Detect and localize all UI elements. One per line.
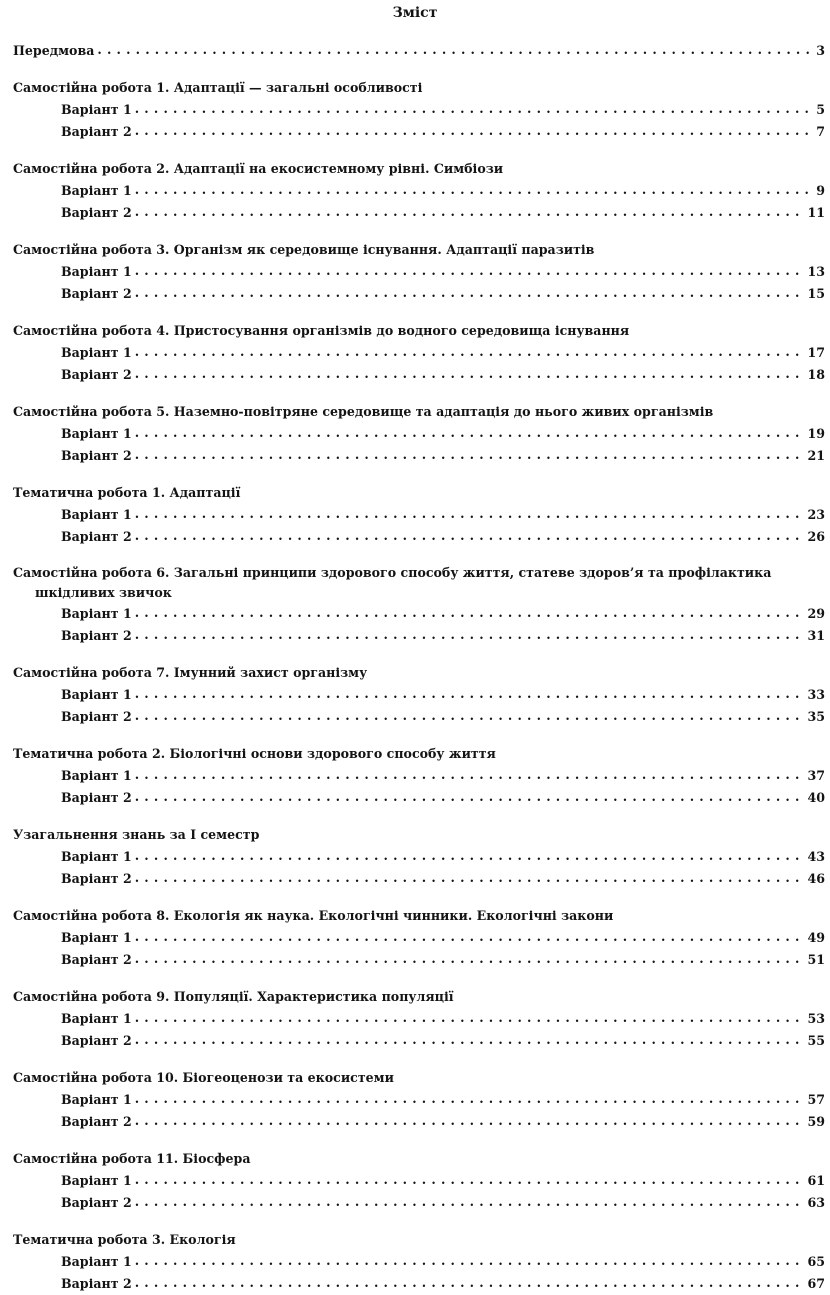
toc-entry-label: Варіант 2 xyxy=(61,871,132,886)
dot-leader xyxy=(135,283,805,304)
dot-leader xyxy=(135,1251,805,1272)
dot-leader xyxy=(135,1008,805,1029)
toc-page-number: 11 xyxy=(807,205,825,220)
toc-entry-variant[interactable] xyxy=(13,423,825,445)
toc-page-number: 17 xyxy=(807,345,825,360)
toc-entry-variant[interactable] xyxy=(13,706,825,728)
toc-page-number: 43 xyxy=(807,849,825,864)
toc-entry-preface[interactable] xyxy=(13,40,825,62)
toc-entry-variant[interactable] xyxy=(13,364,825,386)
toc-page-number: 46 xyxy=(807,871,825,886)
toc-section-preface xyxy=(13,40,825,62)
toc-entry-label: Варіант 1 xyxy=(61,102,132,117)
toc-page-number: 35 xyxy=(807,709,825,724)
toc-entry-variant[interactable] xyxy=(13,684,825,706)
toc-entry-variant[interactable] xyxy=(13,121,825,143)
toc-entry-label: Варіант 1 xyxy=(61,1011,132,1026)
dot-leader xyxy=(135,445,805,466)
toc-section xyxy=(13,401,825,467)
toc-page-number: 57 xyxy=(807,1092,825,1107)
toc-entry-variant[interactable] xyxy=(13,1111,825,1133)
dot-leader xyxy=(135,765,805,786)
dot-leader xyxy=(135,202,805,223)
toc-entry-label: Варіант 1 xyxy=(61,1173,132,1188)
toc-page-number: 61 xyxy=(807,1173,825,1188)
dot-leader xyxy=(135,846,805,867)
toc-entry-variant[interactable] xyxy=(13,99,825,121)
toc-entry-label: Варіант 1 xyxy=(61,1092,132,1107)
toc-entry-label: Варіант 2 xyxy=(61,709,132,724)
toc-page-number: 29 xyxy=(807,606,825,621)
toc-section-heading[interactable]: Самостійна робота 5. Наземно-повітряне середовище та адаптація до нього живих організмів xyxy=(13,404,714,419)
dot-leader xyxy=(135,342,805,363)
toc-page-number: 23 xyxy=(807,507,825,522)
toc-section-heading[interactable]: Самостійна робота 2. Адаптації на екосистемному рівні. Симбіози xyxy=(13,161,504,176)
toc-page-number: 59 xyxy=(807,1114,825,1129)
dot-leader xyxy=(135,706,805,727)
toc-entry-label: Варіант 2 xyxy=(61,628,132,643)
toc-entry-variant[interactable] xyxy=(13,283,825,305)
toc-entry-variant[interactable] xyxy=(13,504,825,526)
toc-section-heading[interactable]: Узагальнення знань за I семестр xyxy=(13,827,260,842)
toc-entry-label: Варіант 1 xyxy=(61,345,132,360)
toc-entry-label: Варіант 2 xyxy=(61,1276,132,1291)
toc-page-number: 9 xyxy=(816,183,825,198)
toc-entry-variant[interactable] xyxy=(13,949,825,971)
toc-section xyxy=(13,158,825,224)
toc-section xyxy=(13,743,825,809)
toc-entry-variant[interactable] xyxy=(13,1251,825,1273)
toc-entry-variant[interactable] xyxy=(13,1089,825,1111)
toc-page-number: 13 xyxy=(807,264,825,279)
dot-leader xyxy=(135,423,805,444)
toc-entry-label: Варіант 2 xyxy=(61,205,132,220)
toc-entry-variant[interactable] xyxy=(13,1273,825,1295)
toc-section xyxy=(13,563,825,647)
toc-entry-label: Варіант 1 xyxy=(61,687,132,702)
toc-entry-variant[interactable] xyxy=(13,445,825,467)
toc-section xyxy=(13,1229,825,1295)
toc-section xyxy=(13,1148,825,1214)
toc-entry-label: Варіант 1 xyxy=(61,606,132,621)
toc-section-heading[interactable]: Самостійна робота 11. Біосфера xyxy=(13,1151,251,1166)
dot-leader xyxy=(135,1273,805,1294)
toc-entry-variant[interactable] xyxy=(13,180,825,202)
toc-section-heading[interactable]: Самостійна робота 10. Біогеоценози та екосистеми xyxy=(13,1070,394,1085)
toc-page-number: 33 xyxy=(807,687,825,702)
dot-leader xyxy=(135,261,805,282)
toc-page-number: 26 xyxy=(807,529,825,544)
dot-leader xyxy=(135,868,805,889)
toc-page-number: 40 xyxy=(807,790,825,805)
dot-leader xyxy=(135,1192,805,1213)
toc-entry-label: Варіант 2 xyxy=(61,124,132,139)
toc-section-heading[interactable]: Тематична робота 3. Екологія xyxy=(13,1232,236,1247)
dot-leader xyxy=(135,121,814,142)
toc-entry-label: Варіант 1 xyxy=(61,183,132,198)
toc-section-heading[interactable]: Самостійна робота 6. Загальні принципи здорового способу життя, статеве здоров’я та профілактика шкідливих звичок xyxy=(13,565,772,600)
toc-entry-label: Варіант 2 xyxy=(61,286,132,301)
dot-leader xyxy=(135,180,814,201)
dot-leader xyxy=(135,949,805,970)
toc-page-number: 53 xyxy=(807,1011,825,1026)
toc-section xyxy=(13,986,825,1052)
toc-entry-variant[interactable] xyxy=(13,603,825,625)
toc-entry-label: Варіант 2 xyxy=(61,529,132,544)
toc-page-number: 65 xyxy=(807,1254,825,1269)
toc-section xyxy=(13,662,825,728)
toc-section-heading[interactable]: Тематична робота 1. Адаптації xyxy=(13,485,241,500)
toc-entry-variant[interactable] xyxy=(13,787,825,809)
toc-entry-label: Варіант 1 xyxy=(61,768,132,783)
toc-page-number: 5 xyxy=(816,102,825,117)
toc-entry-label: Варіант 2 xyxy=(61,1195,132,1210)
toc-entry-label: Варіант 1 xyxy=(61,1254,132,1269)
toc-entry-variant[interactable] xyxy=(13,202,825,224)
toc-section xyxy=(13,824,825,890)
toc-section-heading[interactable]: Самостійна робота 4. Пристосування організмів до водного середовища існування xyxy=(13,323,630,338)
toc-entry-label: Варіант 2 xyxy=(61,1033,132,1048)
toc-section xyxy=(13,1067,825,1133)
dot-leader xyxy=(135,1111,805,1132)
dot-leader xyxy=(135,1030,805,1051)
toc-page-number: 21 xyxy=(807,448,825,463)
toc-entry-variant[interactable] xyxy=(13,927,825,949)
toc-page-number: 55 xyxy=(807,1033,825,1048)
toc-entry-variant[interactable] xyxy=(13,1008,825,1030)
toc-entry-label: Варіант 1 xyxy=(61,930,132,945)
toc-entry-label: Варіант 1 xyxy=(61,426,132,441)
toc-entry-label: Варіант 1 xyxy=(61,849,132,864)
toc-section xyxy=(13,77,825,143)
toc-entry-label: Варіант 2 xyxy=(61,952,132,967)
toc-entry-variant[interactable] xyxy=(13,846,825,868)
toc-section xyxy=(13,320,825,386)
toc-entry-label: Варіант 2 xyxy=(61,1114,132,1129)
toc-page-number: 18 xyxy=(807,367,825,382)
dot-leader xyxy=(135,787,805,808)
toc-entry-variant[interactable] xyxy=(13,625,825,647)
toc-section xyxy=(13,482,825,548)
toc-section-heading[interactable]: Самостійна робота 9. Популяції. Характеристика популяції xyxy=(13,989,454,1004)
dot-leader xyxy=(135,504,805,525)
toc-page-number: 19 xyxy=(807,426,825,441)
toc-entry-label: Варіант 2 xyxy=(61,367,132,382)
toc-page-number: 63 xyxy=(807,1195,825,1210)
toc-entry-variant[interactable] xyxy=(13,1170,825,1192)
dot-leader xyxy=(135,684,805,705)
toc-entry-label: Передмова xyxy=(13,43,95,58)
dot-leader xyxy=(135,625,805,646)
toc-page-number: 49 xyxy=(807,930,825,945)
toc-entry-label: Варіант 1 xyxy=(61,507,132,522)
toc-entry-variant[interactable] xyxy=(13,765,825,787)
toc-entry-variant[interactable] xyxy=(13,526,825,548)
toc-entry-variant[interactable] xyxy=(13,342,825,364)
toc-entry-label: Варіант 1 xyxy=(61,264,132,279)
dot-leader xyxy=(135,603,805,624)
toc-page-number: 67 xyxy=(807,1276,825,1291)
toc-section-heading[interactable]: Самостійна робота 1. Адаптації — загальні особливості xyxy=(13,80,423,95)
dot-leader xyxy=(135,526,805,547)
page-title: Зміст xyxy=(392,5,438,21)
toc-entry-label: Варіант 2 xyxy=(61,448,132,463)
dot-leader xyxy=(97,40,813,61)
dot-leader xyxy=(135,1089,805,1110)
toc-section-heading[interactable]: Самостійна робота 7. Імунний захист організму xyxy=(13,665,368,680)
dot-leader xyxy=(135,99,814,120)
toc-entry-variant[interactable] xyxy=(13,1192,825,1214)
toc-section xyxy=(13,905,825,971)
toc-section-heading[interactable]: Самостійна робота 3. Організм як середовище існування. Адаптації паразитів xyxy=(13,242,595,257)
table-of-contents xyxy=(13,40,825,1295)
toc-entry-label: Варіант 2 xyxy=(61,790,132,805)
toc-page-number: 51 xyxy=(807,952,825,967)
toc-section xyxy=(13,239,825,305)
dot-leader xyxy=(135,927,805,948)
toc-page-number: 37 xyxy=(807,768,825,783)
toc-entry-variant[interactable] xyxy=(13,261,825,283)
toc-page-number: 3 xyxy=(816,43,825,58)
dot-leader xyxy=(135,364,805,385)
dot-leader xyxy=(135,1170,805,1191)
toc-page-number: 15 xyxy=(807,286,825,301)
toc-entry-variant[interactable] xyxy=(13,868,825,890)
toc-section-heading[interactable]: Самостійна робота 8. Екологія як наука. Екологічні чинники. Екологічні закони xyxy=(13,908,614,923)
toc-entry-variant[interactable] xyxy=(13,1030,825,1052)
toc-page-number: 7 xyxy=(816,124,825,139)
toc-page-number: 31 xyxy=(807,628,825,643)
toc-section-heading[interactable]: Тематична робота 2. Біологічні основи здорового способу життя xyxy=(13,746,496,761)
